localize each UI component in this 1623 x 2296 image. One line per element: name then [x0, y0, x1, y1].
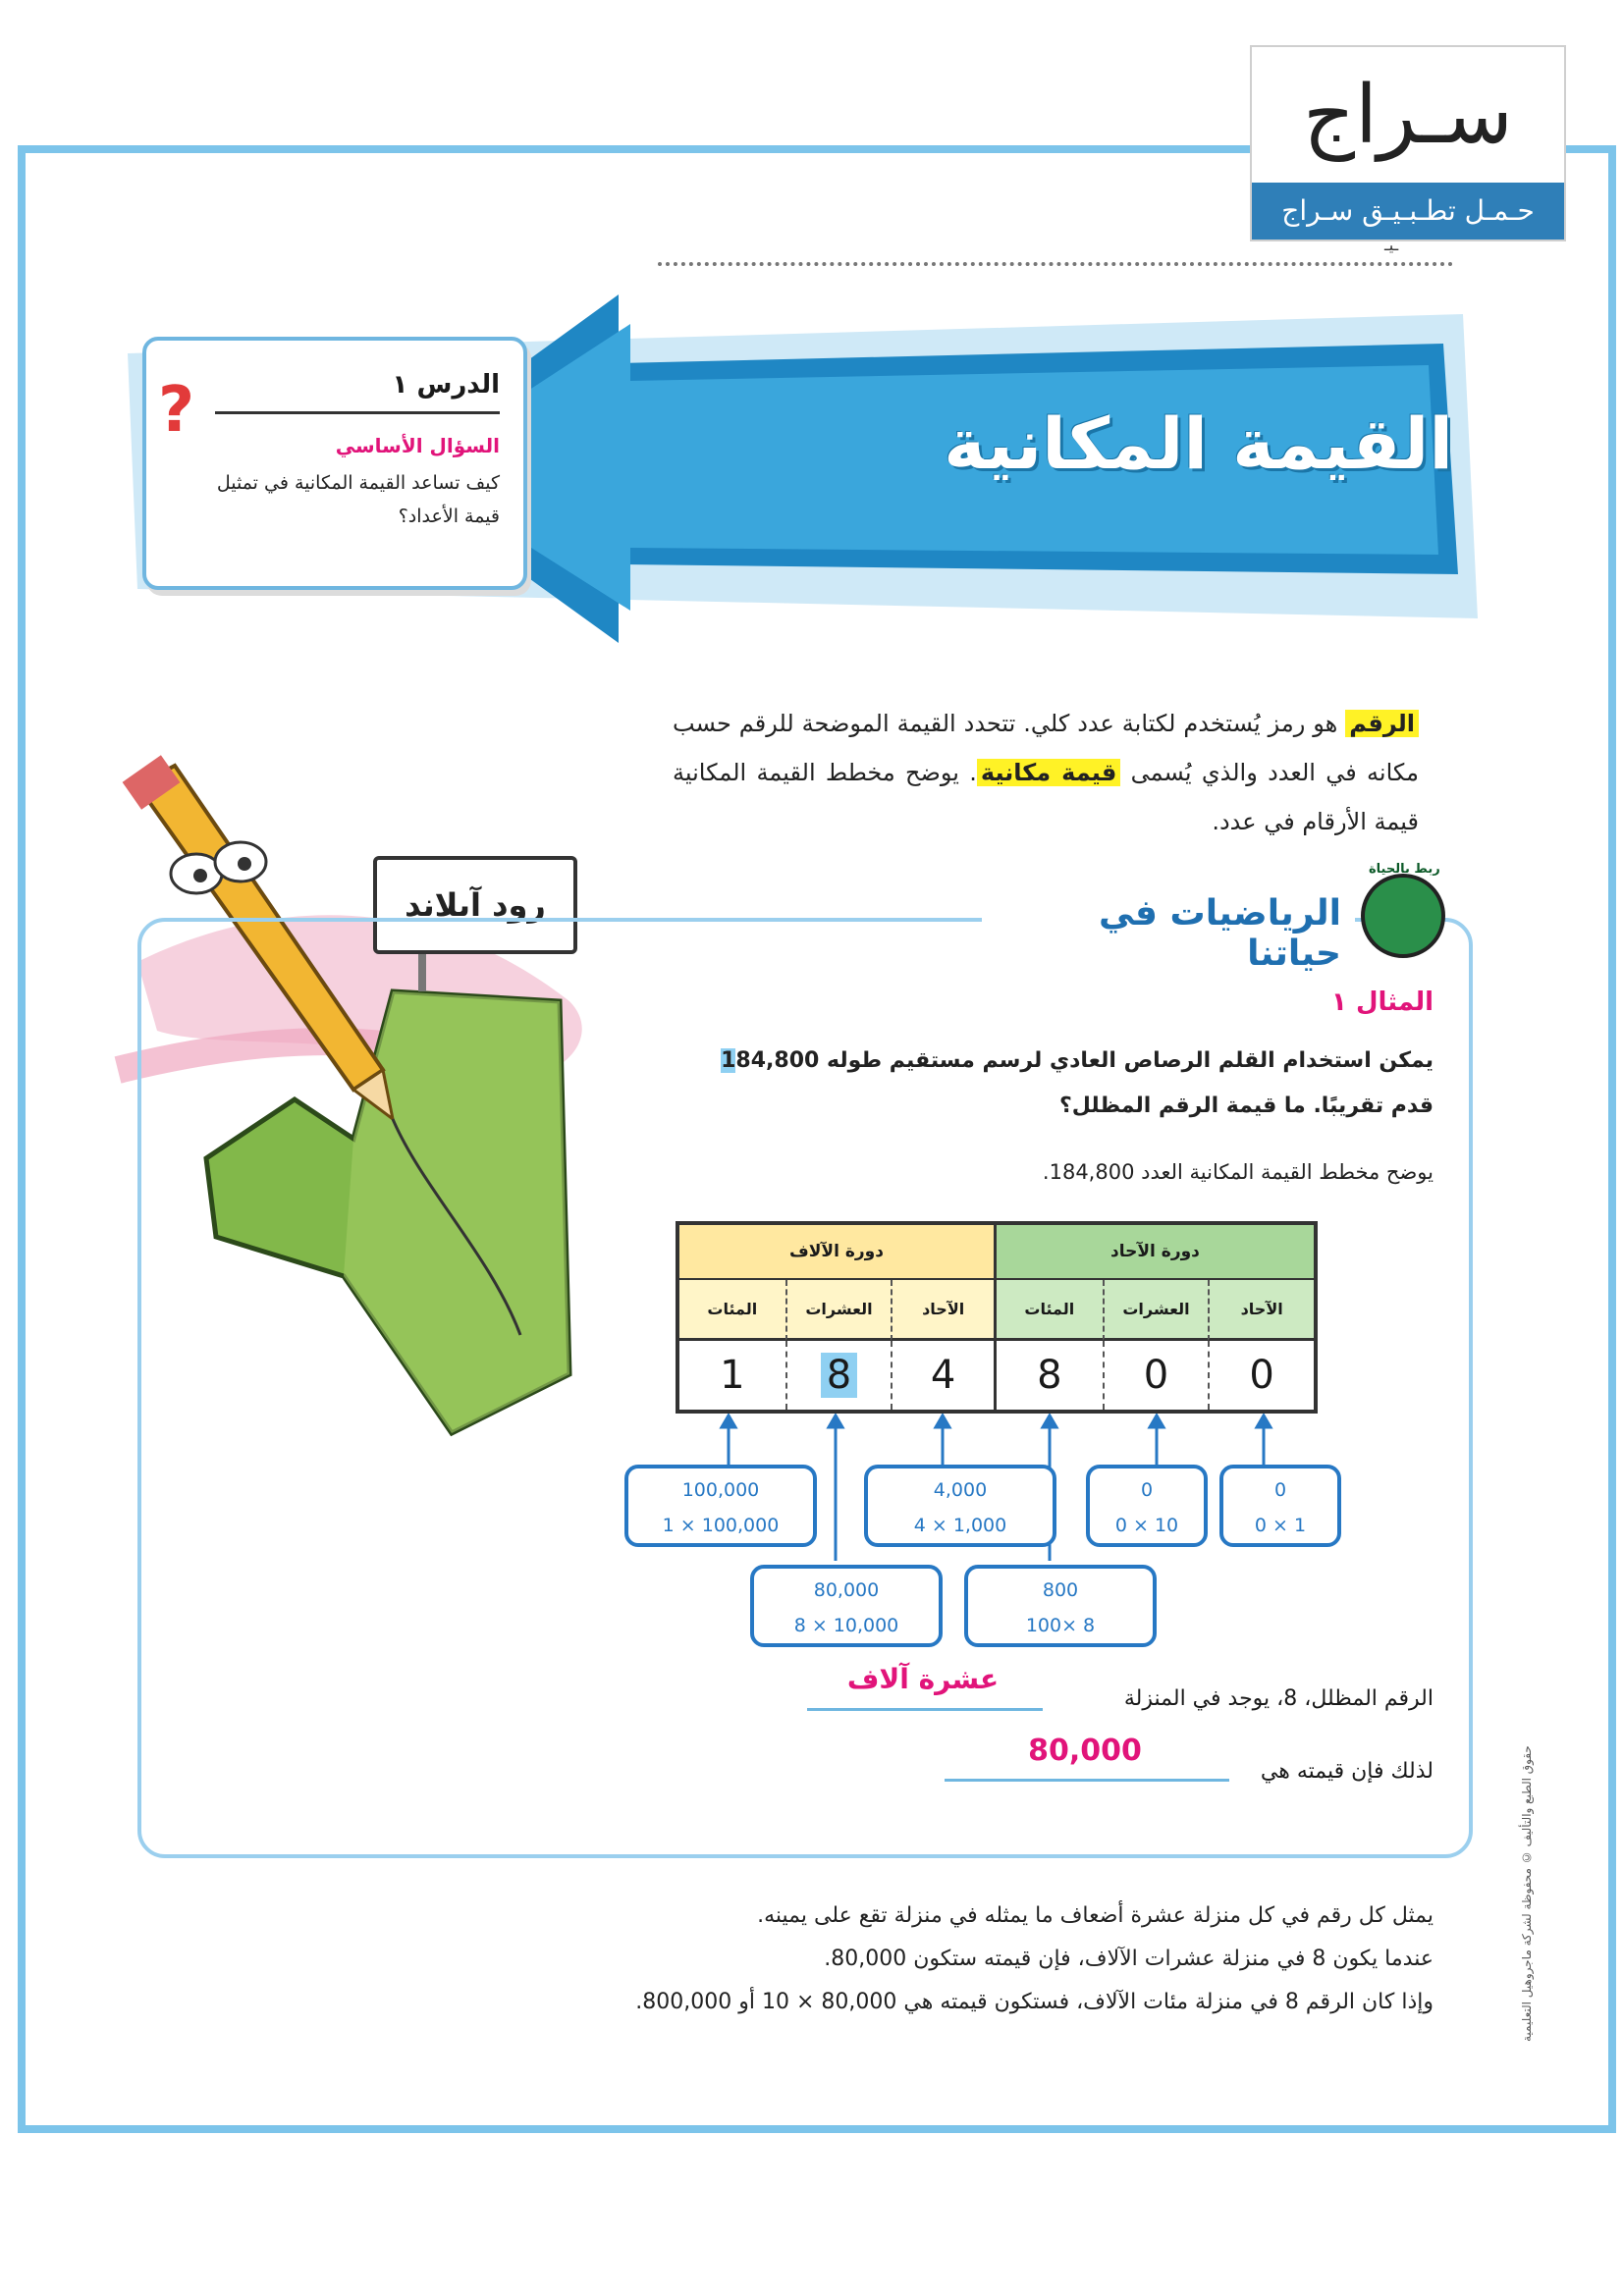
value: 4,000: [933, 1479, 988, 1501]
answer-line-2-label: لذلك فإن قيمته هي: [1260, 1759, 1434, 1784]
intro-part2: . يوضح مخطط القيمة المكانية قيمة الأرقام في عدد.: [673, 759, 1419, 835]
value: 0: [1273, 1479, 1287, 1501]
example-question: [677, 1039, 1434, 1129]
dotted-line: [658, 262, 1453, 266]
example-title: المثال ١: [1331, 988, 1434, 1017]
value-box-hundreds: [964, 1565, 1157, 1647]
value: 800: [1042, 1579, 1079, 1601]
outro-paragraph: [511, 1895, 1434, 2024]
place-tens: العشرات: [1103, 1280, 1209, 1341]
answer-line-1-rule: [807, 1708, 1043, 1711]
shaded-digit-cell: 8: [821, 1353, 857, 1398]
arrowhead-1: [722, 1415, 735, 1427]
expression: 8 × 10,000: [793, 1615, 899, 1636]
globe-label: ربط بالحياة: [1369, 862, 1440, 877]
essential-question-label: السؤال الأساسي: [335, 434, 500, 457]
chart-caption: يوضح مخطط القيمة المكانية العدد 184,800.: [1042, 1160, 1434, 1184]
answer-line-2-value: 80,000: [1028, 1734, 1142, 1768]
lesson-card: [142, 337, 527, 590]
place-ten-thousands: العشرات: [785, 1280, 892, 1341]
digit-ones: 0: [1208, 1341, 1314, 1410]
logo-wordmark: سـراج: [1303, 69, 1513, 162]
card-rule: [215, 411, 500, 414]
period-ones: دورة الآحاد: [997, 1225, 1314, 1280]
place-thousands: الآحاد: [891, 1280, 997, 1341]
lesson-label: الدرس ١: [392, 370, 500, 400]
digit-ten-thousands: [785, 1341, 892, 1410]
expression: 1 × 100,000: [662, 1515, 780, 1536]
logo-tagline: حـمـل تطـبـيـق سـراج: [1252, 183, 1564, 240]
answer-line-2-rule: [945, 1779, 1229, 1782]
intro-paragraph: [673, 699, 1419, 846]
dotline-label: ـيـ: [1384, 236, 1399, 254]
siraj-logo: [1250, 45, 1566, 241]
question-part1: يمكن استخدام القلم الرصاص العادي لرسم مستقيم طوله: [819, 1048, 1434, 1073]
expression: 0 × 1: [1254, 1515, 1307, 1536]
question-mark-icon: ?: [158, 374, 195, 447]
outro-line-3: وإذا كان الرقم 8 في منزلة مئات الآلاف، فستكون قيمته هي 80,000 × 10 أو 800,000.: [635, 1990, 1434, 2014]
pencil-pupil-right: [238, 857, 251, 871]
place-value-chart: [676, 1221, 1318, 1414]
shaded-digit: 1: [721, 1048, 736, 1073]
place-hundreds: المئات: [997, 1280, 1103, 1341]
expression: 0 × 10: [1114, 1515, 1179, 1536]
term-digit: الرقم: [1345, 710, 1419, 737]
arrowhead-4: [1043, 1415, 1056, 1427]
place-ones: الآحاد: [1208, 1280, 1314, 1341]
value: 80,000: [813, 1579, 880, 1601]
question-part2: قدم تقريبًا. ما قيمة الرقم المظلل؟: [1058, 1094, 1434, 1118]
copyright-side-note: حقوق الطبع والتأليف © محفوظة لشركة ماجروهيل التعليمية: [1520, 1745, 1534, 2042]
rhode-island-sign: رود آيلاند: [373, 856, 577, 954]
answer-line-1-label: الرقم المظلل، 8، يوجد في المنزلة: [1123, 1686, 1434, 1711]
arrowhead-3: [936, 1415, 949, 1427]
essential-question-text: كيف تساعد القيمة المكانية في تمثيل قيمة الأعداد؟: [216, 472, 500, 527]
section-title: الرياضيات في حياتنا: [982, 893, 1355, 974]
value-box-ones: [1219, 1465, 1341, 1547]
place-hundred-thousands: المئات: [679, 1280, 785, 1341]
outro-line-1: يمثل كل رقم في كل منزلة عشرة أضعاف ما يمثله في منزلة تقع على يمينه.: [757, 1903, 1434, 1928]
intro-part1: هو رمز يُستخدم لكتابة عدد كلي. تتحدد القيمة الموضحة للرقم حسب مكانه في العدد والذي يُسمى: [673, 710, 1420, 786]
period-thousands: دورة الآلاف: [679, 1225, 997, 1280]
arrowhead-5: [1150, 1415, 1163, 1427]
value-box-thousands: [864, 1465, 1056, 1547]
pencil-pupil-left: [193, 869, 207, 882]
digit-hundred-thousands: 1: [679, 1341, 785, 1410]
question-number-rest: 84,800: [735, 1048, 820, 1073]
digit-hundreds: 8: [997, 1341, 1103, 1410]
value-box-hundred-thousands: [624, 1465, 817, 1547]
globe-icon: [1361, 874, 1445, 958]
value-box-tens: [1086, 1465, 1208, 1547]
page-title: القيمة المكانية: [944, 402, 1453, 485]
arrowhead-2: [829, 1415, 842, 1427]
outro-line-2: عندما يكون 8 في منزلة عشرات الآلاف، فإن قيمته ستكون 80,000.: [824, 1947, 1434, 1971]
digit-tens: 0: [1103, 1341, 1209, 1410]
expression: 100× 8: [1025, 1615, 1096, 1636]
arrowhead-6: [1257, 1415, 1271, 1427]
value: 0: [1140, 1479, 1154, 1501]
value: 100,000: [681, 1479, 760, 1501]
expression: 4 × 1,000: [913, 1515, 1007, 1536]
digit-thousands: 4: [891, 1341, 997, 1410]
value-box-ten-thousands: [750, 1565, 943, 1647]
term-place-value: قيمة مكانية: [977, 759, 1120, 786]
answer-line-1-value: عشرة آلاف: [846, 1663, 1000, 1695]
